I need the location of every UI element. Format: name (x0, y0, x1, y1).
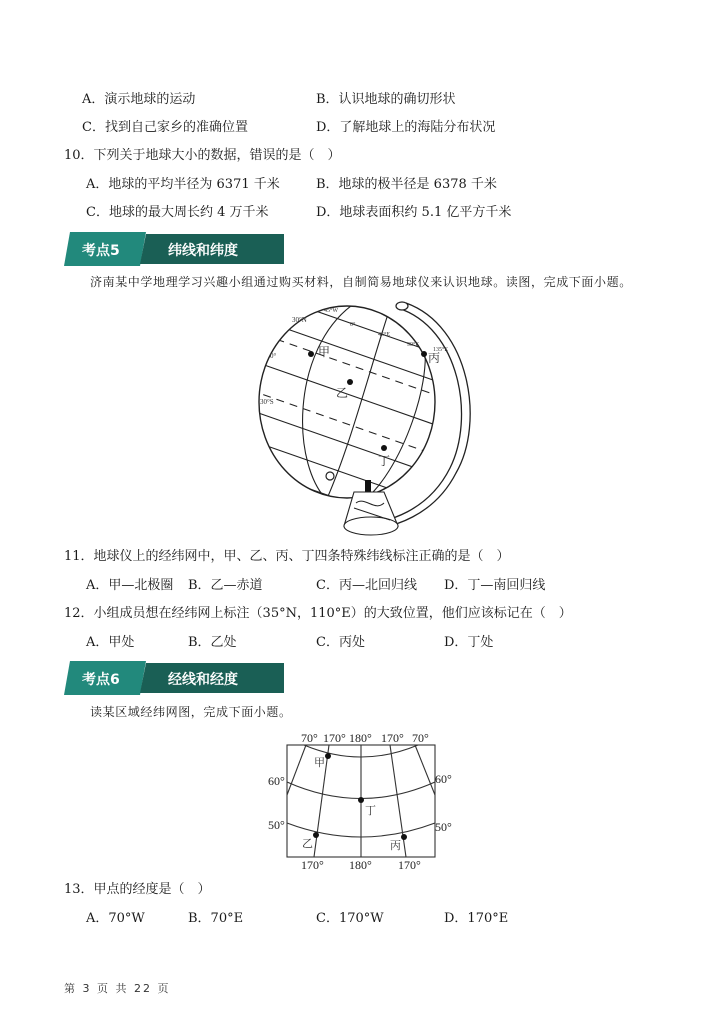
q11-option-b: B．乙—赤道 (188, 578, 263, 593)
svg-text:甲: 甲 (314, 757, 325, 769)
point-ding (358, 797, 364, 803)
svg-text:甲: 甲 (318, 345, 331, 359)
top-label: 170° (381, 731, 404, 745)
left-label: 60° (268, 774, 285, 788)
lon-label-0: 0° (350, 322, 356, 328)
lat-label-30n: 30°N (292, 316, 307, 324)
svg-text:丙: 丙 (428, 351, 441, 365)
page-number: 第 3 页 共 22 页 (64, 982, 171, 995)
left-label: 50° (268, 818, 285, 832)
section5-intro: 济南某中学地理学习兴趣小组通过购买材料，自制简易地球仪来认识地球。读图，完成下面小题。 (90, 275, 632, 289)
section-title: 经线和经度 (168, 672, 238, 688)
q12-option-c: C．丙处 (316, 635, 365, 650)
q11-option-d: D．丁—南回归线 (444, 578, 546, 593)
bottom-label: 180° (349, 858, 372, 872)
point-ding (381, 445, 387, 451)
q13-stem: 13．甲点的经度是（ ） (64, 882, 211, 897)
q12-option-a: A．甲处 (86, 635, 135, 650)
lon-label-45e: 45°E (378, 332, 391, 338)
q13-option-d: D．170°E (444, 911, 509, 926)
q9-option-a: A．演示地球的运动 (82, 92, 196, 107)
right-label: 50° (435, 820, 452, 834)
point-bing (401, 834, 407, 840)
point-bing (421, 351, 427, 357)
section-label: 考点6 (82, 672, 120, 688)
svg-text:乙: 乙 (336, 386, 349, 400)
q10-option-b: B．地球的极半径是 6378 千米 (316, 177, 497, 192)
q10-option-d: D．地球表面积约 5.1 亿平方千米 (316, 205, 512, 220)
top-label: 180° (349, 731, 372, 745)
q9-option-b: B．认识地球的确切形状 (316, 92, 456, 107)
top-label: 170° (323, 731, 346, 745)
lon-label-90e: 90°E (407, 342, 420, 348)
lon-label-135e: 135°E (433, 347, 449, 353)
section-banner-5 (64, 232, 284, 266)
globe-figure (250, 298, 480, 543)
q10-option-c: C．地球的最大周长约 4 万千米 (86, 205, 269, 220)
top-label: 70° (412, 731, 429, 745)
svg-text:丁: 丁 (365, 805, 376, 817)
q9-option-c: C．找到自己家乡的准确位置 (82, 120, 248, 135)
right-label: 60° (435, 772, 452, 786)
bottom-label: 170° (398, 858, 421, 872)
point-yi (347, 379, 353, 385)
q12-option-d: D．丁处 (444, 635, 494, 650)
q10-option-a: A．地球的平均半径为 6371 千米 (86, 177, 280, 192)
q11-option-c: C．丙—北回归线 (316, 578, 417, 593)
q9-option-d: D．了解地球上的海陆分布状况 (316, 120, 496, 135)
section-title: 纬线和纬度 (168, 243, 238, 259)
lat-label-0: 0° (270, 352, 277, 360)
q13-option-c: C．170°W (316, 911, 384, 926)
bottom-label: 170° (301, 858, 324, 872)
svg-text:丙: 丙 (390, 840, 401, 852)
q11-option-a: A．甲—北极圈 (86, 578, 174, 593)
section6-intro: 读某区域经纬网图，完成下面小题。 (90, 705, 292, 719)
section-label: 考点5 (82, 243, 120, 259)
top-label: 70° (301, 731, 318, 745)
point-jia (308, 351, 314, 357)
section-banner-6 (64, 661, 284, 695)
q11-stem: 11．地球仪上的经纬网中，甲、乙、丙、丁四条特殊纬线标注正确的是（ ） (64, 549, 510, 564)
svg-text:丁: 丁 (378, 454, 391, 468)
lat-label-30s: 30°S (260, 398, 274, 406)
point-yi (313, 832, 319, 838)
svg-text:乙: 乙 (302, 838, 313, 850)
q10-stem: 10．下列关于地球大小的数据，错误的是（ ） (64, 148, 341, 163)
q12-stem: 12．小组成员想在经纬网上标注（35°N，110°E）的大致位置，他们应该标记在（ ） (64, 606, 572, 621)
point-jia (325, 753, 331, 759)
q12-option-b: B．乙处 (188, 635, 237, 650)
lon-label-45w: 45°W (324, 308, 339, 314)
q13-option-a: A．70°W (86, 911, 145, 926)
q13-option-b: B．70°E (188, 911, 244, 926)
graticule-map (260, 727, 470, 875)
